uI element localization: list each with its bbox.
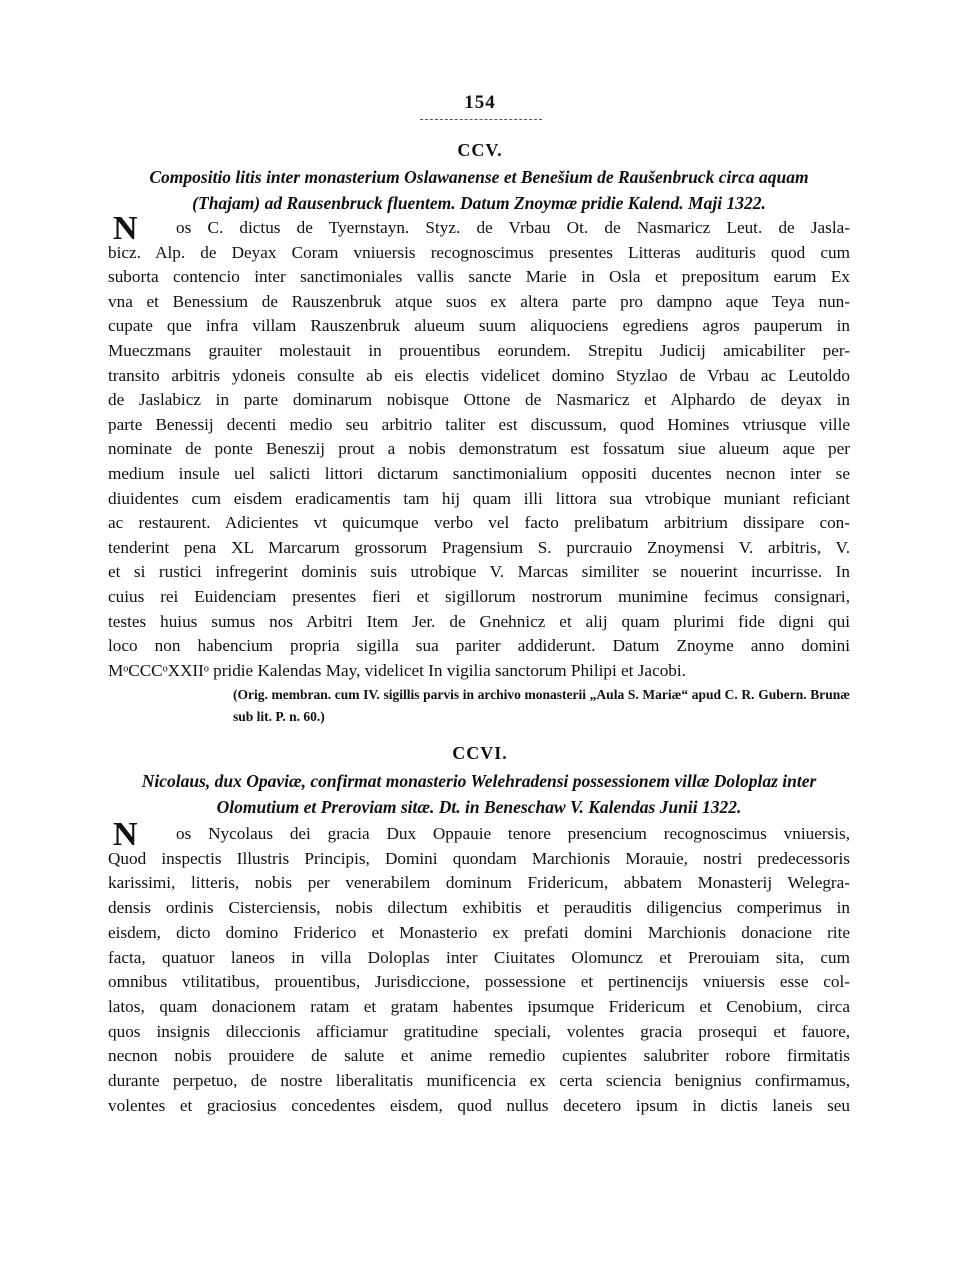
text-line: de Jaslabicz in parte dominarum nobisque Ottone de Nasmaricz et Alphardo de deyax in — [108, 390, 850, 410]
text-line: MᵒCCCᵒXXIIᵒ pridie Kalendas May, videlicet In vigilia sanctorum Philipi et Jacobi. — [108, 660, 686, 680]
text-line: tenderint pena XL Marcarum grossorum Pragensium S. purcrauio Znoymensi V. arbitris, V. — [108, 537, 850, 557]
text-line: parte Benessij decenti medio seu arbitrio taliter est discussum, quod Homines vtriusque ville — [108, 414, 850, 434]
text-line: medium insule uel salicti littori dictarum sanctimonialium oppositi ducentes necnon inter se — [108, 464, 850, 483]
page-number-rule — [420, 119, 542, 120]
drop-cap-initial: N — [113, 210, 138, 247]
text-line: et si rustici infregerint dominis suis utrobique V. Marcas similiter se nouerint incurrisse. In — [108, 562, 850, 582]
text-line: testes huius sumus nos Arbitri Item Jer. de Gnehnicz et alij quam plurimi fide digni qui — [108, 611, 850, 631]
text-line: omnibus vtilitatibus, prouentibus, Jurisdiccione, possessione et pertinencijs vniuersis esse col- — [108, 972, 850, 992]
text-line: ac restaurent. Adicientes vt quicumque verbo vel facto prelibatum arbitrium dissipare con- — [108, 513, 850, 533]
charter-number: CCVI. — [452, 743, 508, 763]
text-line: transito arbitris ydoneis consulte ab eis electis videlicet domino Styzlao de Vrbau ac Leutoldo — [108, 365, 850, 385]
text-line: nominate de ponte Beneszij prout a nobis demonstratum est fossatum siue alueum aque per — [108, 439, 850, 459]
charter-heading-line: Compositio litis inter monasterium Oslawanense et Benešium de Raušenbruck circa aquam — [149, 167, 809, 187]
charter-number: CCV. — [457, 140, 503, 160]
text-line: facta, quatuor laneos in villa Doloplas inter Ciuitates Olomuncz et Prerouiam sita, cum — [108, 947, 850, 967]
text-line: os Nycolaus dei gracia Dux Oppauie tenore presencium recognoscimus vniuersis, — [176, 824, 850, 843]
text-line: karissimi, litteris, nobis per venerabilem dominum Fridericum, abbatem Monasterij Welegra- — [108, 873, 850, 893]
text-line: vna et Benessium de Rauszenbruk atque suos ex altera parte pro dampno aque Teya nun- — [108, 291, 850, 311]
charter-heading-line: Olomutium et Preroviam sitæ. Dt. in Beneschaw V. Kalendas Junii 1322. — [216, 797, 742, 817]
charter-heading-line: Nicolaus, dux Opaviæ, confirmat monasterio Welehradensi possessionem villæ Doloplaz inter — [141, 771, 817, 791]
drop-cap-initial: N — [113, 816, 138, 853]
text-line: suborta contencio inter sanctimoniales vallis sancte Marie in Osla et prepositum earum Ex — [108, 267, 850, 287]
text-line: cuius rei Euidenciam presentes fieri et sigillorum nostrorum munimine fecimus consignari, — [108, 587, 850, 606]
text-line: cupate que infra villam Rauszenbruk alueum suum aliquociens egrediens agros pauperum in — [108, 316, 850, 336]
text-line: durante perpetuo, de nostre liberalitatis munificencia ex certa sciencia benignius confirmamus, — [108, 1071, 850, 1090]
text-line: bicz. Alp. de Deyax Coram vniuersis recognoscimus presentes Litteras audituris quod cum — [108, 242, 850, 262]
text-line: latos, quam donacionem ratam et gratam habentes ipsumque Fridericum et Cenobium, circa — [108, 996, 850, 1016]
text-line: Mueczmans grauiter molestauit in prouentibus eorundem. Strepitu Judicij amicabiliter per- — [108, 341, 850, 360]
text-line: necnon nobis prouidere de salute et anime remedio cupientes salubriter robore firmitatis — [108, 1046, 850, 1066]
source-note: (Orig. membran. cum IV. sigillis parvis in archivo monasterii „Aula S. Mariæ“ apud C. R. Gubern. Brunæ sub lit. P. n. 60.) — [233, 687, 850, 724]
text-line: loco non habencium propria sigilla sua pariter addiderunt. Datum Znoyme anno domini — [108, 636, 850, 656]
text-line: volentes et graciosius concedentes eisdem, quod nullus decetero ipsum in dictis laneis seu — [108, 1095, 850, 1115]
text-line: diuidentes cum eisdem eradicamentis tam hij quam illi littora sua vtrobique muniant reficiant — [108, 488, 850, 508]
charter-heading-line: (Thajam) ad Rausenbruck fluentem. Datum Znoymæ pridie Kalend. Maji 1322. — [192, 193, 766, 213]
text-line: densis ordinis Cisterciensis, nobis dilectum exhibitis et perauditis diligencius comperimus in — [108, 898, 850, 918]
text-line: eisdem, dicto domino Friderico et Monasterio ex prefati domini Marchionis donacione rite — [108, 922, 850, 942]
page-number: 154 — [464, 92, 496, 113]
text-line: quos insignis dileccionis afficiamur gratitudine speciali, volentes gracia prosequi et fauore, — [108, 1021, 850, 1041]
text-line: Quod inspectis Illustris Principis, Domini quondam Marchionis Morauie, nostri predecessoris — [108, 848, 850, 868]
text-line: os C. dictus de Tyernstayn. Styz. de Vrbau Ot. de Nasmaricz Leut. de Jasla- — [176, 218, 850, 237]
